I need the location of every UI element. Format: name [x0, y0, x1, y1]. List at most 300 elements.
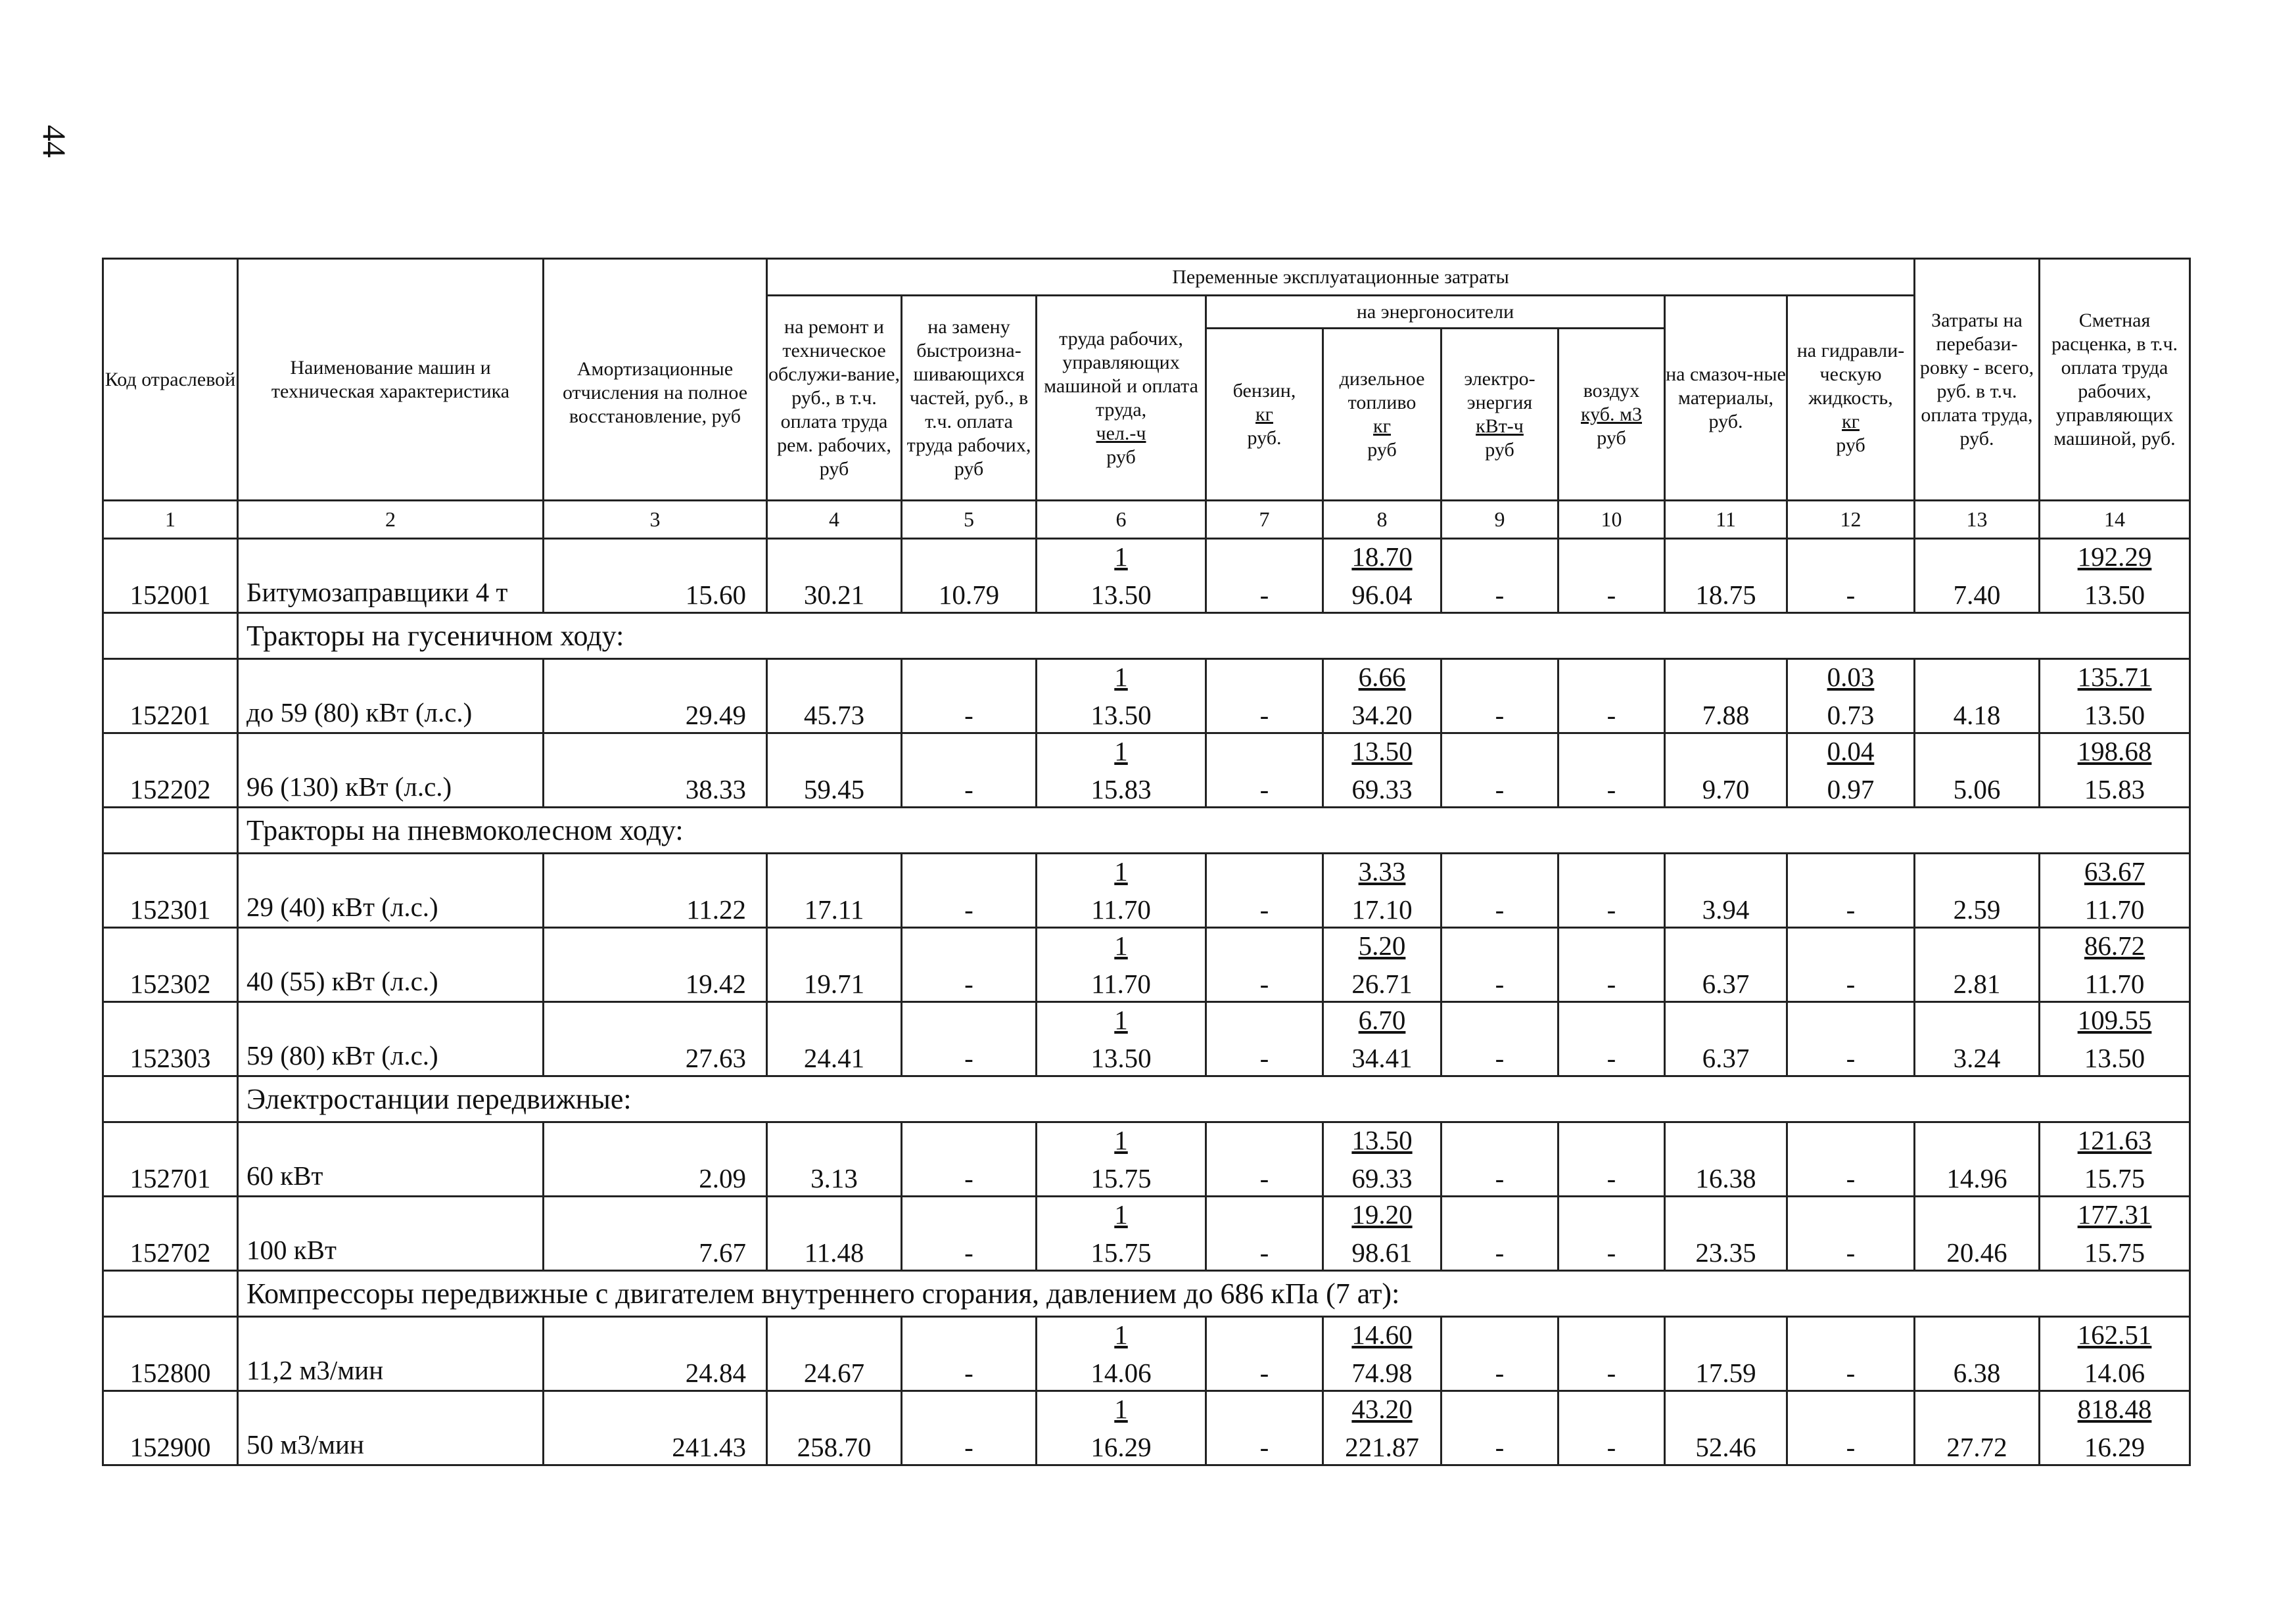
labor-cell: [1037, 733, 1206, 808]
diesel-cell: [1323, 539, 1441, 613]
air-cell: [1558, 854, 1665, 928]
replace-cell: [902, 733, 1037, 808]
amort-cell: [544, 1317, 767, 1391]
labor-cell-bottom: 16.29: [1090, 1432, 1152, 1462]
replace-cell: [902, 659, 1037, 733]
labor-cell-top: 1: [1114, 662, 1128, 692]
air-cell-value: -: [1606, 774, 1616, 804]
code-cell: [103, 539, 238, 613]
amort-cell-value: 24.84: [685, 1358, 746, 1388]
header-diesel: [1323, 329, 1441, 501]
estimate-cell: [2040, 1317, 2190, 1391]
code-cell-value: 152800: [129, 1358, 211, 1388]
amort-cell-value: 11.22: [686, 894, 746, 925]
air-cell-value: -: [1606, 969, 1616, 999]
header-diesel-rub: руб: [1367, 438, 1397, 461]
labor-cell: [1037, 659, 1206, 733]
hydraulic-cell-bottom: -: [1846, 1358, 1856, 1388]
hydraulic-cell-bottom: -: [1846, 1237, 1856, 1268]
column-number: 10: [1558, 501, 1665, 539]
header-hydraulic-text: на гидравли-ческую жидкость,: [1796, 339, 1905, 409]
amort-cell-value: 15.60: [685, 580, 746, 610]
estimate-cell: [2040, 1122, 2190, 1197]
diesel-cell-bottom: 221.87: [1345, 1432, 1419, 1462]
lube-cell: [1665, 539, 1787, 613]
group-code-empty: [103, 1271, 238, 1317]
petrol-cell: [1206, 539, 1323, 613]
group-row: [103, 613, 2190, 659]
diesel-cell: [1323, 659, 1441, 733]
name-cell-value: 59 (80) кВт (л.с.): [246, 1040, 438, 1070]
repair-cell-value: 24.67: [803, 1358, 865, 1388]
name-cell: [238, 1002, 544, 1076]
repair-cell-value: 24.41: [803, 1043, 865, 1073]
labor-cell-bottom: 15.75: [1090, 1237, 1152, 1268]
diesel-cell: [1323, 1002, 1441, 1076]
estimate-cell-top: 192.29: [2077, 541, 2152, 572]
header-replace: на замену быстроизна-шивающихся частей, руб., в т.ч. оплата труда рабочих, руб: [902, 296, 1037, 501]
column-number: 8: [1323, 501, 1441, 539]
petrol-cell: [1206, 733, 1323, 808]
diesel-cell-bottom: 69.33: [1351, 774, 1413, 804]
header-hydraulic-unit: кг: [1842, 410, 1860, 432]
labor-cell-bottom: 14.06: [1090, 1358, 1152, 1388]
labor-cell: [1037, 539, 1206, 613]
diesel-cell: [1323, 854, 1441, 928]
estimate-cell-bottom: 11.70: [2084, 969, 2145, 999]
electric-cell: [1441, 539, 1558, 613]
header-labor: [1037, 296, 1206, 501]
relocation-cell-value: 7.40: [1953, 580, 2001, 610]
lube-cell: [1665, 1197, 1787, 1271]
petrol-cell: [1206, 1391, 1323, 1465]
name-cell-value: до 59 (80) кВт (л.с.): [246, 697, 473, 727]
electric-cell: [1441, 854, 1558, 928]
amort-cell: [544, 854, 767, 928]
labor-cell-bottom: 15.83: [1090, 774, 1152, 804]
relocation-cell-value: 5.06: [1953, 774, 2001, 804]
estimate-cell-bottom: 15.83: [2084, 774, 2145, 804]
labor-cell: [1037, 1002, 1206, 1076]
replace-cell-value: -: [964, 1432, 973, 1462]
lube-cell-value: 6.37: [1702, 1043, 1750, 1073]
column-number: 5: [902, 501, 1037, 539]
amort-cell: [544, 1391, 767, 1465]
labor-cell-top: 1: [1114, 1320, 1128, 1350]
code-cell: [103, 1002, 238, 1076]
estimate-cell: [2040, 733, 2190, 808]
electric-cell-value: -: [1495, 969, 1505, 999]
air-cell-value: -: [1606, 1358, 1616, 1388]
column-number: 11: [1665, 501, 1787, 539]
electric-cell: [1441, 1002, 1558, 1076]
labor-cell-top: 1: [1114, 1125, 1128, 1155]
replace-cell-value: -: [964, 1043, 973, 1073]
table-row: [103, 659, 2190, 733]
code-cell-value: 152302: [129, 969, 211, 999]
code-cell: [103, 854, 238, 928]
petrol-cell-value: -: [1259, 894, 1269, 925]
labor-cell-top: 1: [1114, 541, 1128, 572]
lube-cell: [1665, 1317, 1787, 1391]
table-row: [103, 1317, 2190, 1391]
replace-cell: [902, 1122, 1037, 1197]
column-number: 4: [767, 501, 902, 539]
machine-cost-table: [102, 258, 2191, 1466]
amort-cell: [544, 539, 767, 613]
diesel-cell-top: 13.50: [1351, 1125, 1413, 1155]
estimate-cell: [2040, 1391, 2190, 1465]
replace-cell: [902, 854, 1037, 928]
header-air-unit: куб. м3: [1580, 403, 1642, 425]
diesel-cell: [1323, 733, 1441, 808]
name-cell: [238, 733, 544, 808]
petrol-cell-value: -: [1259, 969, 1269, 999]
electric-cell: [1441, 1317, 1558, 1391]
air-cell-value: -: [1606, 1163, 1616, 1193]
diesel-cell-top: 13.50: [1351, 736, 1413, 766]
table-row: [103, 1122, 2190, 1197]
code-cell: [103, 733, 238, 808]
replace-cell-value: -: [964, 1163, 973, 1193]
estimate-cell: [2040, 854, 2190, 928]
air-cell-value: -: [1606, 1043, 1616, 1073]
replace-cell: [902, 1391, 1037, 1465]
table-row: [103, 733, 2190, 808]
group-title: Компрессоры передвижные с двигателем внутреннего сгорания, давлением до 686 кПа (7 ат):: [238, 1271, 2190, 1317]
air-cell: [1558, 539, 1665, 613]
hydraulic-cell: [1787, 1317, 1915, 1391]
diesel-cell-bottom: 98.61: [1351, 1237, 1413, 1268]
table-row: [103, 539, 2190, 613]
header-amortization: Амортизационные отчисления на полное восстановление, руб: [544, 259, 767, 501]
table-row: [103, 928, 2190, 1002]
code-cell-value: 152201: [129, 700, 211, 730]
petrol-cell-value: -: [1259, 1237, 1269, 1268]
diesel-cell: [1323, 1317, 1441, 1391]
diesel-cell-top: 43.20: [1351, 1394, 1413, 1424]
repair-cell: [767, 854, 902, 928]
header-diesel-text: дизельное топливо: [1339, 367, 1425, 413]
electric-cell: [1441, 928, 1558, 1002]
header-labor-unit: чел.-ч: [1096, 422, 1146, 444]
column-number: 1: [103, 501, 238, 539]
labor-cell: [1037, 1122, 1206, 1197]
code-cell: [103, 1391, 238, 1465]
air-cell: [1558, 1197, 1665, 1271]
header-petrol-unit: кг: [1255, 403, 1273, 425]
air-cell-value: -: [1606, 1237, 1616, 1268]
petrol-cell-value: -: [1259, 1358, 1269, 1388]
hydraulic-cell-bottom: -: [1846, 894, 1856, 925]
relocation-cell: [1915, 928, 2040, 1002]
name-cell-value: Битумозаправщики 4 т: [246, 577, 508, 607]
hydraulic-cell: [1787, 539, 1915, 613]
labor-cell-bottom: 13.50: [1090, 1043, 1152, 1073]
diesel-cell-bottom: 17.10: [1351, 894, 1413, 925]
replace-cell-value: 10.79: [938, 580, 1000, 610]
name-cell: [238, 854, 544, 928]
name-cell-value: 50 м3/мин: [246, 1429, 364, 1460]
repair-cell-value: 19.71: [803, 969, 865, 999]
labor-cell: [1037, 928, 1206, 1002]
air-cell: [1558, 733, 1665, 808]
air-cell-value: -: [1606, 700, 1616, 730]
electric-cell: [1441, 733, 1558, 808]
header-petrol-rub: руб.: [1247, 426, 1282, 449]
replace-cell-value: -: [964, 700, 973, 730]
lube-cell-value: 9.70: [1702, 774, 1750, 804]
table-row: [103, 1197, 2190, 1271]
air-cell-value: -: [1606, 580, 1616, 610]
name-cell: [238, 1122, 544, 1197]
code-cell: [103, 659, 238, 733]
column-number: 2: [238, 501, 544, 539]
repair-cell: [767, 1002, 902, 1076]
column-number: 14: [2040, 501, 2190, 539]
labor-cell-top: 1: [1114, 931, 1128, 961]
repair-cell: [767, 1391, 902, 1465]
header-diesel-unit: кг: [1373, 415, 1391, 437]
replace-cell-value: -: [964, 969, 973, 999]
header-relocation: Затраты на перебази-ровку - всего, руб. в т.ч. оплата труда, руб.: [1915, 259, 2040, 501]
replace-cell: [902, 1002, 1037, 1076]
electric-cell-value: -: [1495, 894, 1505, 925]
repair-cell: [767, 928, 902, 1002]
petrol-cell-value: -: [1259, 700, 1269, 730]
hydraulic-cell: [1787, 928, 1915, 1002]
lube-cell: [1665, 928, 1787, 1002]
labor-cell-top: 1: [1114, 856, 1128, 886]
repair-cell: [767, 1122, 902, 1197]
labor-cell: [1037, 854, 1206, 928]
diesel-cell: [1323, 928, 1441, 1002]
amort-cell-value: 241.43: [672, 1432, 746, 1462]
column-number: 6: [1037, 501, 1206, 539]
electric-cell-value: -: [1495, 700, 1505, 730]
estimate-cell: [2040, 928, 2190, 1002]
petrol-cell-value: -: [1259, 774, 1269, 804]
amort-cell: [544, 733, 767, 808]
petrol-cell-value: -: [1259, 1163, 1269, 1193]
column-number: 9: [1441, 501, 1558, 539]
amort-cell-value: 19.42: [685, 969, 746, 999]
petrol-cell-value: -: [1259, 1043, 1269, 1073]
diesel-cell-top: 6.70: [1358, 1005, 1406, 1035]
diesel-cell-bottom: 74.98: [1351, 1358, 1413, 1388]
relocation-cell: [1915, 1317, 2040, 1391]
hydraulic-cell-bottom: -: [1846, 1163, 1856, 1193]
header-air: [1558, 329, 1665, 501]
column-number: 3: [544, 501, 767, 539]
hydraulic-cell-top: 0.04: [1827, 736, 1875, 766]
code-cell: [103, 1122, 238, 1197]
estimate-cell-bottom: 15.75: [2084, 1163, 2145, 1193]
group-title: Тракторы на гусеничном ходу:: [238, 613, 2190, 659]
lube-cell: [1665, 1391, 1787, 1465]
header-electric-text: электро-энергия: [1464, 367, 1535, 413]
amort-cell: [544, 1197, 767, 1271]
header-lube: на смазоч-ные материалы, руб.: [1665, 296, 1787, 501]
relocation-cell: [1915, 539, 2040, 613]
relocation-cell: [1915, 659, 2040, 733]
lube-cell: [1665, 1122, 1787, 1197]
replace-cell-value: -: [964, 1237, 973, 1268]
header-hydraulic: [1787, 296, 1915, 501]
estimate-cell-top: 63.67: [2084, 856, 2145, 886]
header-hydraulic-rub: руб: [1836, 434, 1865, 456]
table-row: [103, 854, 2190, 928]
repair-cell-value: 30.21: [803, 580, 865, 610]
amort-cell-value: 7.67: [699, 1237, 746, 1268]
hydraulic-cell: [1787, 854, 1915, 928]
relocation-cell-value: 2.59: [1953, 894, 2001, 925]
code-cell: [103, 1317, 238, 1391]
petrol-cell-value: -: [1259, 580, 1269, 610]
header-petrol: [1206, 329, 1323, 501]
group-title: Электростанции передвижные:: [238, 1076, 2190, 1122]
lube-cell: [1665, 733, 1787, 808]
header-labor-rub: руб: [1106, 446, 1136, 468]
air-cell: [1558, 1391, 1665, 1465]
estimate-cell-bottom: 16.29: [2084, 1432, 2145, 1462]
electric-cell-value: -: [1495, 1163, 1505, 1193]
electric-cell: [1441, 659, 1558, 733]
lube-cell-value: 17.59: [1695, 1358, 1756, 1388]
column-number: 12: [1787, 501, 1915, 539]
replace-cell: [902, 539, 1037, 613]
labor-cell-bottom: 13.50: [1090, 700, 1152, 730]
labor-cell: [1037, 1317, 1206, 1391]
hydraulic-cell-bottom: -: [1846, 969, 1856, 999]
name-cell-value: 100 кВт: [246, 1235, 337, 1265]
name-cell-value: 96 (130) кВт (л.с.): [246, 771, 452, 802]
hydraulic-cell-bottom: 0.97: [1827, 774, 1875, 804]
header-name: Наименование машин и техническая характеристика: [238, 259, 544, 501]
lube-cell: [1665, 854, 1787, 928]
header-electric-unit: кВт-ч: [1476, 415, 1524, 437]
lube-cell-value: 3.94: [1702, 894, 1750, 925]
labor-cell: [1037, 1391, 1206, 1465]
electric-cell-value: -: [1495, 1043, 1505, 1073]
code-cell: [103, 928, 238, 1002]
relocation-cell: [1915, 1391, 2040, 1465]
estimate-cell-bottom: 14.06: [2084, 1358, 2145, 1388]
diesel-cell: [1323, 1391, 1441, 1465]
code-cell-value: 152202: [129, 774, 211, 804]
repair-cell-value: 17.11: [804, 894, 864, 925]
relocation-cell: [1915, 1002, 2040, 1076]
estimate-cell-bottom: 13.50: [2084, 700, 2145, 730]
air-cell: [1558, 1317, 1665, 1391]
relocation-cell: [1915, 854, 2040, 928]
labor-cell-bottom: 11.70: [1091, 894, 1151, 925]
diesel-cell-top: 19.20: [1351, 1199, 1413, 1230]
group-row: [103, 808, 2190, 854]
header-energy: на энергоносители: [1206, 296, 1665, 329]
replace-cell-value: -: [964, 1358, 973, 1388]
estimate-cell-bottom: 13.50: [2084, 1043, 2145, 1073]
hydraulic-cell: [1787, 1002, 1915, 1076]
relocation-cell-value: 14.96: [1946, 1163, 2007, 1193]
code-cell: [103, 1197, 238, 1271]
page-number: 44: [36, 125, 73, 158]
group-code-empty: [103, 808, 238, 854]
labor-cell-bottom: 11.70: [1091, 969, 1151, 999]
estimate-cell-top: 135.71: [2077, 662, 2152, 692]
air-cell: [1558, 659, 1665, 733]
lube-cell-value: 52.46: [1695, 1432, 1756, 1462]
code-cell-value: 152001: [129, 580, 211, 610]
name-cell: [238, 928, 544, 1002]
replace-cell-value: -: [964, 774, 973, 804]
amort-cell-value: 38.33: [685, 774, 746, 804]
hydraulic-cell-bottom: -: [1846, 580, 1856, 610]
labor-cell-bottom: 13.50: [1090, 580, 1152, 610]
repair-cell: [767, 539, 902, 613]
diesel-cell-top: 3.33: [1358, 856, 1406, 886]
amort-cell-value: 2.09: [699, 1163, 746, 1193]
amort-cell: [544, 1002, 767, 1076]
repair-cell-value: 3.13: [810, 1163, 858, 1193]
relocation-cell-value: 3.24: [1953, 1043, 2001, 1073]
repair-cell-value: 59.45: [803, 774, 865, 804]
header-air-rub: руб: [1597, 426, 1626, 449]
column-number: 7: [1206, 501, 1323, 539]
electric-cell-value: -: [1495, 580, 1505, 610]
diesel-cell-top: 18.70: [1351, 541, 1413, 572]
hydraulic-cell: [1787, 1391, 1915, 1465]
hydraulic-cell: [1787, 1197, 1915, 1271]
hydraulic-cell: [1787, 733, 1915, 808]
replace-cell-value: -: [964, 894, 973, 925]
name-cell: [238, 539, 544, 613]
column-number-row: [103, 501, 2190, 539]
lube-cell-value: 7.88: [1702, 700, 1750, 730]
diesel-cell-bottom: 96.04: [1351, 580, 1413, 610]
header-labor-text: труда рабочих, управляющих машиной и оплата труда,: [1044, 327, 1198, 421]
group-code-empty: [103, 1076, 238, 1122]
group-code-empty: [103, 613, 238, 659]
electric-cell-value: -: [1495, 1237, 1505, 1268]
lube-cell-value: 23.35: [1695, 1237, 1756, 1268]
labor-cell-top: 1: [1114, 1199, 1128, 1230]
name-cell: [238, 1317, 544, 1391]
petrol-cell: [1206, 1317, 1323, 1391]
hydraulic-cell-bottom: -: [1846, 1043, 1856, 1073]
repair-cell-value: 11.48: [804, 1237, 864, 1268]
table-row: [103, 1002, 2190, 1076]
replace-cell: [902, 1197, 1037, 1271]
diesel-cell-top: 6.66: [1358, 662, 1406, 692]
replace-cell: [902, 928, 1037, 1002]
column-number: 13: [1915, 501, 2040, 539]
table-body: [103, 539, 2190, 1465]
relocation-cell: [1915, 1197, 2040, 1271]
replace-cell: [902, 1317, 1037, 1391]
lube-cell-value: 16.38: [1695, 1163, 1756, 1193]
electric-cell-value: -: [1495, 1432, 1505, 1462]
diesel-cell: [1323, 1197, 1441, 1271]
header-air-text: воздух: [1583, 379, 1640, 402]
name-cell-value: 60 кВт: [246, 1161, 323, 1191]
code-cell-value: 152701: [129, 1163, 211, 1193]
petrol-cell: [1206, 1197, 1323, 1271]
petrol-cell: [1206, 1122, 1323, 1197]
header-estimate: Сметная расценка, в т.ч. оплата труда рабочих, управляющих машиной, руб.: [2040, 259, 2190, 501]
name-cell-value: 40 (55) кВт (л.с.): [246, 966, 438, 996]
relocation-cell-value: 6.38: [1953, 1358, 2001, 1388]
